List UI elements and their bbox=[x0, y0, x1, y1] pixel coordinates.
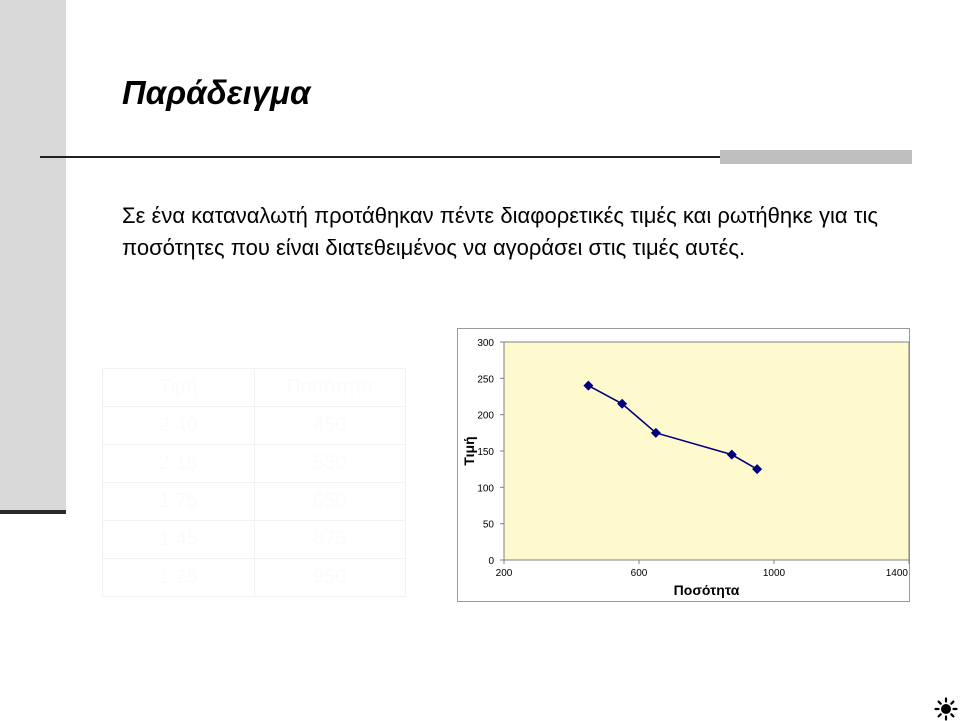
table-cell-price: 1.75 bbox=[103, 483, 255, 521]
y-tick-label: 200 bbox=[477, 410, 494, 422]
table-cell-quantity: 450 bbox=[254, 407, 406, 445]
body-text: Σε ένα καταναλωτή προτάθηκαν πέντε διαφορετικές τιμές και ρωτήθηκε για τις ποσότητες που είναι διατεθειμένος να αγοράσει στις τιμές αυτές. bbox=[122, 203, 878, 260]
table-cell-price: 2.15 bbox=[103, 445, 255, 483]
sun-icon bbox=[934, 697, 958, 721]
y-axis-label: Τιμή bbox=[461, 436, 477, 466]
table-cell-price: 1.45 bbox=[103, 521, 255, 559]
table-cell-quantity: 950 bbox=[254, 559, 406, 597]
y-tick-label: 50 bbox=[482, 519, 494, 531]
table-row bbox=[103, 483, 406, 521]
table-row bbox=[103, 521, 406, 559]
y-tick-label: 150 bbox=[477, 447, 494, 458]
y-tick-label: 300 bbox=[477, 338, 494, 349]
table-cell-quantity: 650 bbox=[254, 483, 406, 521]
x-axis-label: Ποσότητα bbox=[673, 582, 740, 598]
y-tick-label: 250 bbox=[477, 374, 494, 386]
title-rule-accent bbox=[720, 150, 912, 164]
x-tick-label: 200 bbox=[495, 568, 513, 579]
x-tick-label: 600 bbox=[630, 568, 648, 579]
x-tick-label: 1000 bbox=[762, 568, 786, 579]
plot-area bbox=[504, 342, 909, 560]
table-cell-price: 1.25 bbox=[103, 559, 255, 597]
demand-chart-svg bbox=[458, 329, 911, 603]
y-tick-label: 100 bbox=[477, 483, 494, 495]
table-row bbox=[103, 559, 406, 597]
price-quantity-table bbox=[102, 368, 406, 597]
demand-chart bbox=[457, 328, 910, 602]
table-cell-quantity: 875 bbox=[254, 521, 406, 559]
table-row bbox=[103, 445, 406, 483]
table-header-row bbox=[103, 369, 406, 407]
left-decor-bar-foot bbox=[0, 510, 66, 514]
table-row bbox=[103, 407, 406, 445]
table-header-quantity: Ποσότητα bbox=[254, 369, 406, 407]
table-cell-price: 2.40 bbox=[103, 407, 255, 445]
slide-title: Παράδειγμα bbox=[122, 74, 311, 111]
table-cell-quantity: 550 bbox=[254, 445, 406, 483]
left-decor-bar bbox=[0, 0, 66, 512]
table-header-price: Τιμή bbox=[103, 369, 255, 407]
x-tick-label: 1400 bbox=[885, 568, 908, 579]
y-tick-label: 0 bbox=[488, 556, 494, 567]
